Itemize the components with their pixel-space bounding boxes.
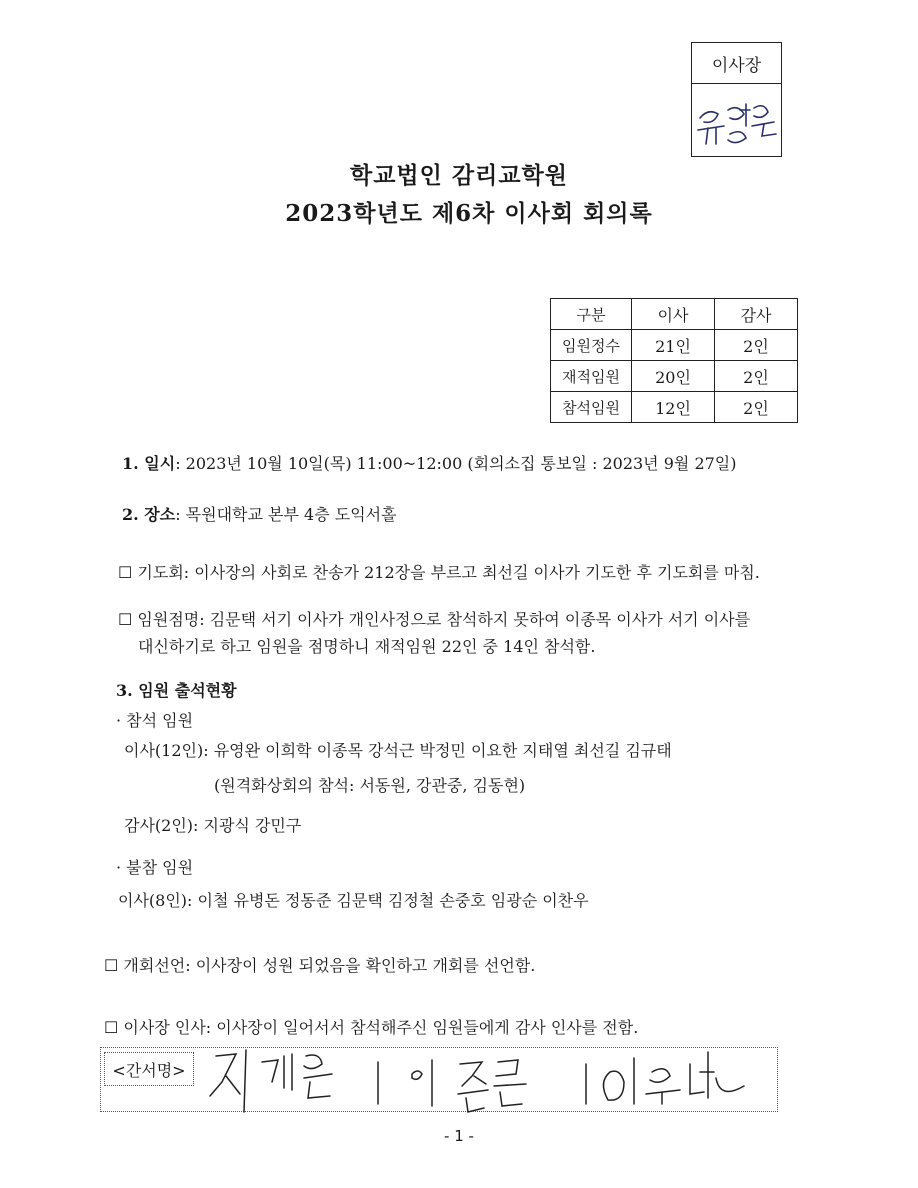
table-header-row — [551, 299, 798, 330]
absent-label: · 불참 임원 — [116, 858, 194, 877]
table-cell: 2인 — [715, 392, 798, 423]
absent-directors: 이사(8인): 이철 유병돈 정동준 김문택 김정철 손중호 임광순 이찬우 — [118, 891, 589, 910]
prayer-paragraph: ☐ 기도회: 이사장의 사회로 찬송가 212장을 부르고 최선길 이사가 기도한 후 기도회를 마침. — [118, 563, 760, 582]
table-header-cell: 감사 — [715, 299, 798, 330]
table-cell: 참석임원 — [551, 392, 632, 423]
item-date — [122, 451, 737, 474]
item-place-text: : 목원대학교 본부 4층 도익서홀 — [175, 505, 397, 524]
attendance-heading: 3. 임원 출석현황 — [116, 681, 237, 700]
item-date-label: 1. 일시 — [122, 454, 176, 473]
table-header-cell: 구분 — [551, 299, 632, 330]
table-row — [551, 392, 798, 423]
opening-paragraph: ☐ 개회선언: 이사장이 성원 되었음을 확인하고 개회를 선언함. — [104, 956, 536, 975]
attending-directors: 이사(12인): 유영완 이희학 이종목 강석근 박정민 이요한 지태열 최선길 김규태 — [124, 741, 672, 760]
rollcall-line1: ☐ 임원점명: 김문택 서기 이사가 개인사정으로 참석하지 못하여 이종목 이사가 서기 이사를 — [118, 610, 751, 629]
table-row — [551, 330, 798, 361]
document-title-line2: 2023학년도 제6차 이사회 회의록 — [285, 200, 653, 227]
chairman-label: 이사장 — [692, 43, 781, 84]
table-cell: 재적임원 — [551, 361, 632, 392]
table-header-cell: 이사 — [632, 299, 715, 330]
table-cell: 21인 — [632, 330, 715, 361]
table-cell: 2인 — [715, 330, 798, 361]
chairman-signature-image — [694, 88, 780, 154]
signatures-image — [196, 1042, 776, 1116]
page-number: - 1 - — [444, 1127, 474, 1145]
item-place-label: 2. 장소 — [122, 505, 176, 524]
item-place — [122, 502, 397, 525]
signature-strip-label: <간서명> — [104, 1052, 194, 1086]
table-cell: 12인 — [632, 392, 715, 423]
table-cell: 20인 — [632, 361, 715, 392]
table-cell: 임원정수 — [551, 330, 632, 361]
chairman-sign-box — [691, 42, 782, 157]
item-date-text: : 2023년 10월 10일(목) 11:00~12:00 (회의소집 통보일 : 2023년 9월 27일) — [175, 454, 737, 473]
table-row — [551, 361, 798, 392]
document-title-line1: 학교법인 감리교학원 — [350, 162, 568, 189]
table-cell: 2인 — [715, 361, 798, 392]
rollcall-line2: 대신하기로 하고 임원을 점명하니 재적임원 22인 중 14인 참석함. — [138, 637, 596, 656]
remote-attendees: (원격화상회의 참석: 서동원, 강관중, 김동현) — [214, 776, 526, 795]
attending-label: · 참석 임원 — [116, 711, 194, 730]
attending-auditors: 감사(2인): 지광식 강민구 — [124, 816, 302, 835]
chairman-signature — [692, 84, 781, 157]
greeting-paragraph: ☐ 이사장 인사: 이사장이 일어서서 참석해주신 임원들에게 감사 인사를 전함. — [104, 1018, 639, 1037]
attendance-summary-table — [550, 298, 798, 423]
